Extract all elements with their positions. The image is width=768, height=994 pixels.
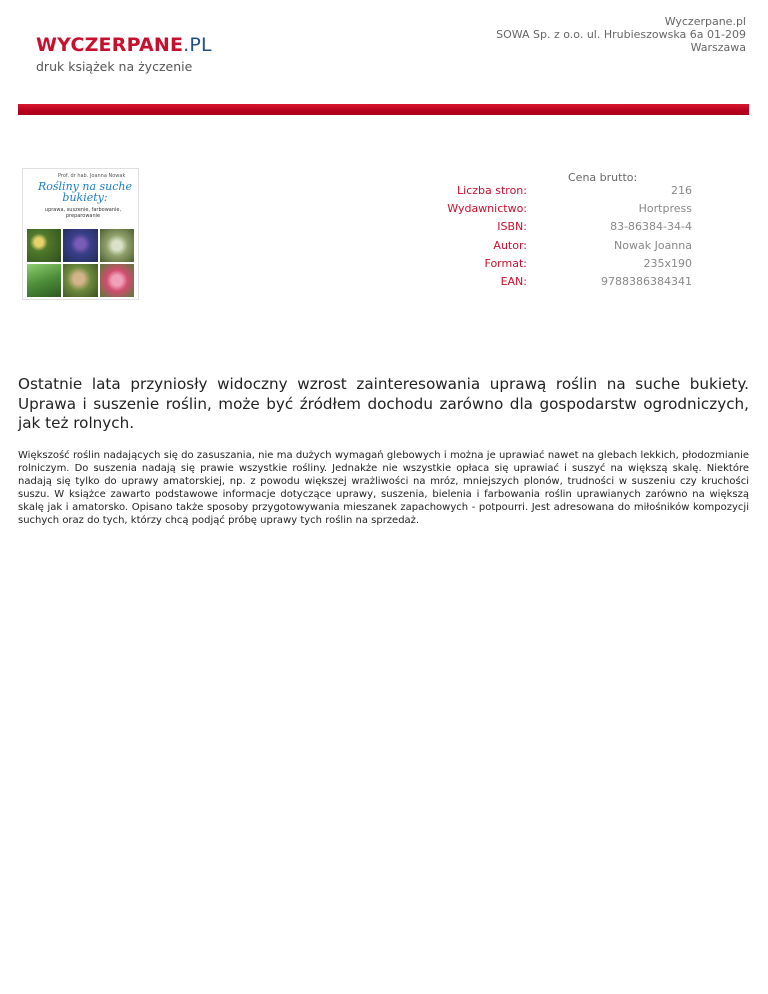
cover-photo: [27, 264, 61, 297]
detail-value: 83-86384-34-4: [610, 220, 692, 234]
detail-key: Autor:: [493, 238, 527, 252]
company-line: SOWA Sp. z o.o. ul. Hrubieszowska 6a 01-209: [496, 28, 746, 41]
logo-tagline: druk książek na życzenie: [36, 59, 193, 74]
cover-title: Rośliny na suche bukiety:: [37, 180, 132, 204]
site-logo[interactable]: [36, 33, 212, 74]
logo-wordmark: [36, 33, 212, 57]
book-cover-image: [22, 168, 139, 300]
book-lead-paragraph: Ostatnie lata przyniosły widoczny wzrost zainteresowania uprawą roślin na suche bukiety. Uprawa i suszenie roślin, może być źródłem dochodu zarówno dla gospodarstw ogrodniczych, jak też rolnych.: [18, 375, 749, 432]
detail-key: Wydawnictwo:: [447, 202, 527, 216]
book-details: [430, 184, 692, 293]
detail-row-pages: [430, 184, 692, 202]
cover-photo-grid: [27, 229, 134, 297]
detail-key: EAN:: [500, 274, 527, 288]
company-address: [496, 15, 746, 54]
detail-value: Hortpress: [638, 202, 692, 216]
detail-key: ISBN:: [497, 220, 527, 234]
cover-photo: [63, 264, 97, 297]
detail-row-publisher: [430, 202, 692, 220]
detail-value: Nowak Joanna: [614, 238, 692, 252]
detail-value: 9788386384341: [601, 274, 692, 288]
cover-author: Prof. dr hab. Joanna Nowak: [58, 173, 126, 179]
logo-main-text: WYCZERPANE: [36, 34, 184, 56]
detail-row-author: [430, 239, 692, 257]
detail-row-isbn: [430, 220, 692, 238]
detail-key: Format:: [484, 256, 527, 270]
header-divider-bar: [18, 104, 749, 115]
cover-photo: [100, 264, 134, 297]
cover-subtitle: uprawa, suszenie, farbowanie, preparowanie: [44, 207, 122, 219]
cover-photo: [63, 229, 97, 262]
logo-suffix: .PL: [183, 34, 212, 56]
detail-key: Liczba stron:: [457, 184, 527, 197]
detail-value: 216: [671, 184, 692, 197]
cover-photo: [27, 229, 61, 262]
detail-row-ean: [430, 275, 692, 293]
detail-row-format: [430, 257, 692, 275]
book-description: Większość roślin nadających się do zasuszania, nie ma dużych wymagań glebowych i można je uprawiać nawet na glebach lekkich, płodozmianie rolniczym. Do suszenia nadają się prawie wszystkie rośliny. Jednakże nie wszystkie opłaca się uprawiać i suszyć na większą skalę. Niektóre nadają się tylko do uprawy amatorskiej, np. z powodu większej wrażliwości na mróz, mniejszych plonów, trudności w suszeniu czy kruchości suszu. W książce zawarto podstawowe informacje dotyczące uprawy, suszenia, bielenia i farbowania roślin uprawianych zarówno na większą skalę jak i amatorsko. Opisano także sposoby przygotowywania mieszanek zapachowych - potpourri. Jest adresowana do miłośników kompozycji suchych oraz do tych, którzy chcą podjąć próbę uprawy tych roślin na sprzedaż.: [18, 450, 749, 526]
cover-photo: [100, 229, 134, 262]
price-label: Cena brutto:: [568, 171, 638, 184]
detail-value: 235x190: [643, 256, 692, 270]
company-line: Warszawa: [690, 41, 746, 54]
company-line: Wyczerpane.pl: [664, 15, 746, 28]
